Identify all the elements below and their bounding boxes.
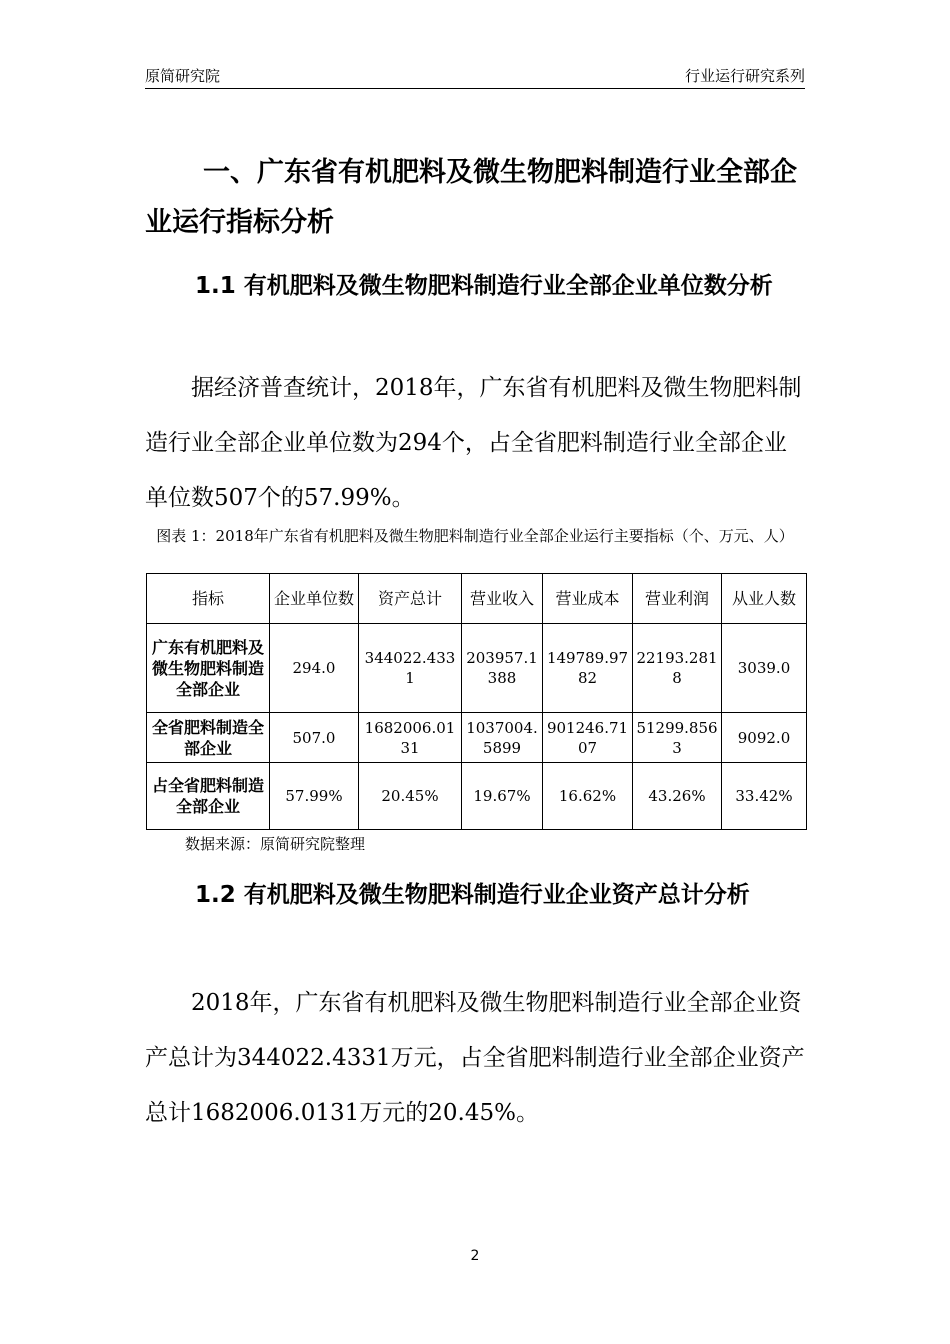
table-cell: 51299.8563 — [633, 713, 722, 763]
column-header: 资产总计 — [359, 574, 462, 624]
table-row — [147, 624, 807, 713]
table-cell: 901246.7107 — [543, 713, 633, 763]
row-label: 广东有机肥料及微生物肥料制造全部企业 — [147, 624, 270, 713]
table-row — [147, 763, 807, 830]
subsection-1-2-title: 1.2 有机肥料及微生物肥料制造行业企业资产总计分析 — [195, 882, 750, 908]
column-header: 企业单位数 — [270, 574, 359, 624]
table-source-note: 数据来源：原简研究院整理 — [185, 835, 366, 853]
table-cell: 1037004.5899 — [462, 713, 543, 763]
indicator-table — [146, 573, 807, 830]
column-header: 从业人数 — [722, 574, 807, 624]
page-number: 2 — [470, 1248, 480, 1264]
table-cell: 16.62% — [543, 763, 633, 830]
table-cell: 9092.0 — [722, 713, 807, 763]
table-cell: 57.99% — [270, 763, 359, 830]
table-caption: 图表 1：2018年广东省有机肥料及微生物肥料制造行业全部企业运行主要指标（个、万元、人） — [156, 527, 794, 545]
row-label: 全省肥料制造全部企业 — [147, 713, 270, 763]
table-cell: 3039.0 — [722, 624, 807, 713]
table-cell: 22193.2818 — [633, 624, 722, 713]
table-cell: 33.42% — [722, 763, 807, 830]
column-header: 营业成本 — [543, 574, 633, 624]
subsection-1-2-paragraph: 2018年，广东省有机肥料及微生物肥料制造行业全部企业资产总计为344022.4331万元，占全省肥料制造行业全部企业资产总计1682006.0131万元的20.45%。 — [145, 990, 805, 1126]
table-cell: 20.45% — [359, 763, 462, 830]
row-label: 占全省肥料制造全部企业 — [147, 763, 270, 830]
column-header: 营业收入 — [462, 574, 543, 624]
table-cell: 294.0 — [270, 624, 359, 713]
table-cell: 19.67% — [462, 763, 543, 830]
table-cell: 1682006.0131 — [359, 713, 462, 763]
table-cell: 43.26% — [633, 763, 722, 830]
column-header: 指标 — [147, 574, 270, 624]
table-row — [147, 713, 807, 763]
table-header-row — [147, 574, 807, 624]
section-1-title: 一、广东省有机肥料及微生物肥料制造行业全部企业运行指标分析 — [145, 157, 797, 238]
column-header: 营业利润 — [633, 574, 722, 624]
subsection-1-1-paragraph: 据经济普查统计，2018年，广东省有机肥料及微生物肥料制造行业全部企业单位数为294个，占全省肥料制造行业全部企业单位数507个的57.99%。 — [145, 375, 802, 511]
header-divider — [145, 88, 805, 89]
table-cell: 149789.9782 — [543, 624, 633, 713]
table-cell: 507.0 — [270, 713, 359, 763]
header-series-name: 行业运行研究系列 — [684, 67, 805, 85]
header-org-name: 原简研究院 — [145, 67, 221, 85]
table-cell: 203957.1388 — [462, 624, 543, 713]
subsection-1-1-title: 1.1 有机肥料及微生物肥料制造行业全部企业单位数分析 — [195, 273, 773, 299]
table-cell: 344022.4331 — [359, 624, 462, 713]
